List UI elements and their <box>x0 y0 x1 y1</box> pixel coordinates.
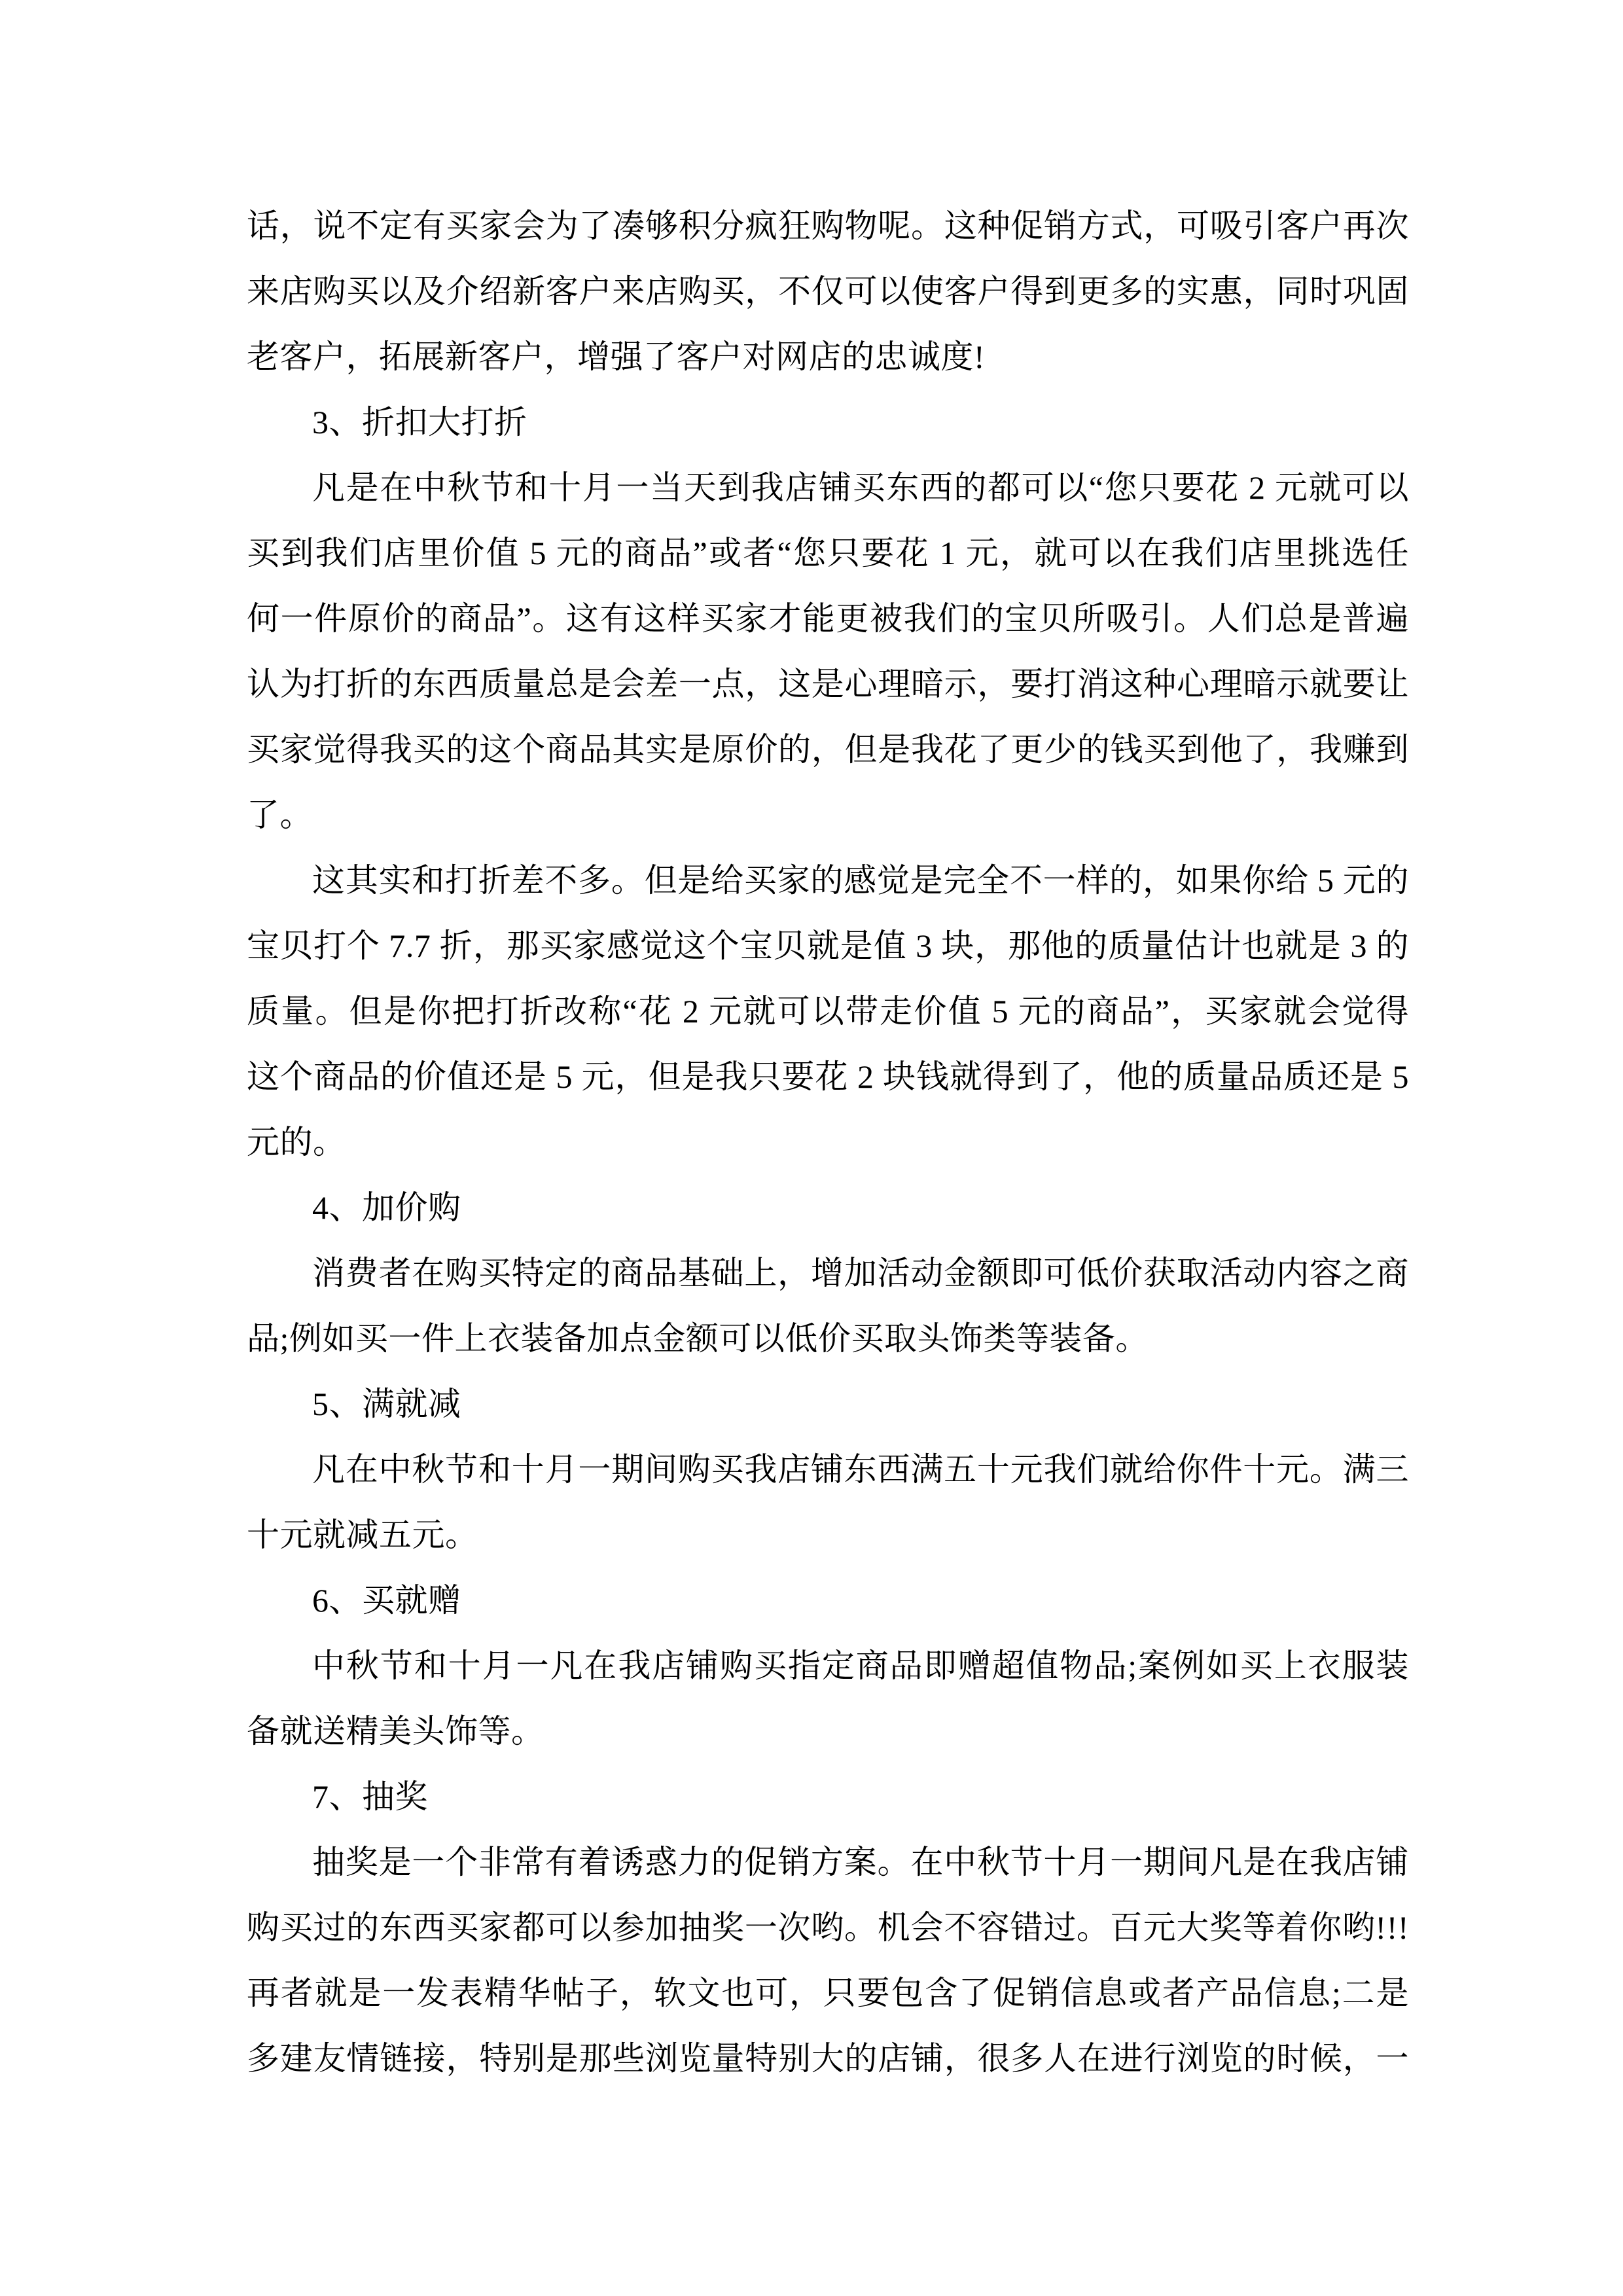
text-line: 何一件原价的商品”。这有这样买家才能更被我们的宝贝所吸引。人们总是普遍 <box>247 600 1409 637</box>
text-line: 买家觉得我买的这个商品其实是原价的，但是我花了更少的钱买到他了，我赚到 <box>247 731 1409 768</box>
text-line: 多建友情链接，特别是那些浏览量特别大的店铺，很多人在进行浏览的时候，一 <box>247 2040 1409 2077</box>
text-line: 质量。但是你把打折改称“花 2 元就可以带走价值 5 元的商品”，买家就会觉得 <box>247 993 1409 1030</box>
text-line: 这其实和打折差不多。但是给买家的感觉是完全不一样的，如果你给 5 元的 <box>312 862 1409 899</box>
text-line: 话，说不定有买家会为了凑够积分疯狂购物呢。这种促销方式，可吸引客户再次 <box>247 207 1409 244</box>
text-line: 宝贝打个 7.7 折，那买家感觉这个宝贝就是值 3 块，那他的质量估计也就是 3 的 <box>247 927 1409 964</box>
text-line: 了。 <box>247 797 313 833</box>
text-line: 7、抽奖 <box>312 1778 428 1815</box>
text-line: 备就送精美头饰等。 <box>247 1713 544 1749</box>
text-line: 消费者在购买特定的商品基础上，增加活动金额即可低价获取活动内容之商 <box>312 1255 1409 1291</box>
text-line: 这个商品的价值还是 5 元，但是我只要花 2 块钱就得到了，他的质量品质还是 5 <box>247 1058 1409 1095</box>
text-line: 十元就减五元。 <box>247 1516 478 1553</box>
text-line: 来店购买以及介绍新客户来店购买，不仅可以使客户得到更多的实惠，同时巩固 <box>247 273 1409 310</box>
text-line: 4、加价购 <box>312 1189 461 1226</box>
text-line: 5、满就减 <box>312 1386 461 1422</box>
document-text-body <box>247 193 1409 2091</box>
text-line: 买到我们店里价值 5 元的商品”或者“您只要花 1 元，就可以在我们店里挑选任 <box>247 535 1409 571</box>
text-line: 凡在中秋节和十月一期间购买我店铺东西满五十元我们就给你件十元。满三 <box>312 1451 1409 1488</box>
text-line: 再者就是一发表精华帖子，软文也可，只要包含了促销信息或者产品信息;二是 <box>247 1975 1409 2011</box>
text-line: 3、折扣大打折 <box>312 404 527 440</box>
text-line: 抽奖是一个非常有着诱惑力的促销方案。在中秋节十月一期间凡是在我店铺 <box>312 1844 1409 1880</box>
text-line: 认为打折的东西质量总是会差一点，这是心理暗示，要打消这种心理暗示就要让 <box>247 666 1409 702</box>
text-line: 品;例如买一件上衣装备加点金额可以低价买取头饰类等装备。 <box>247 1320 1149 1357</box>
text-line: 6、买就赠 <box>312 1582 461 1619</box>
text-line: 老客户，拓展新客户，增强了客户对网店的忠诚度! <box>247 338 986 375</box>
text-line: 购买过的东西买家都可以参加抽奖一次哟。机会不容错过。百元大奖等着你哟!!! <box>247 1909 1409 1946</box>
text-line: 凡是在中秋节和十月一当天到我店铺买东西的都可以“您只要花 2 元就可以 <box>312 469 1409 506</box>
text-line: 中秋节和十月一凡在我店铺购买指定商品即赠超值物品;案例如买上衣服装 <box>312 1647 1409 1684</box>
text-line: 元的。 <box>247 1124 346 1160</box>
